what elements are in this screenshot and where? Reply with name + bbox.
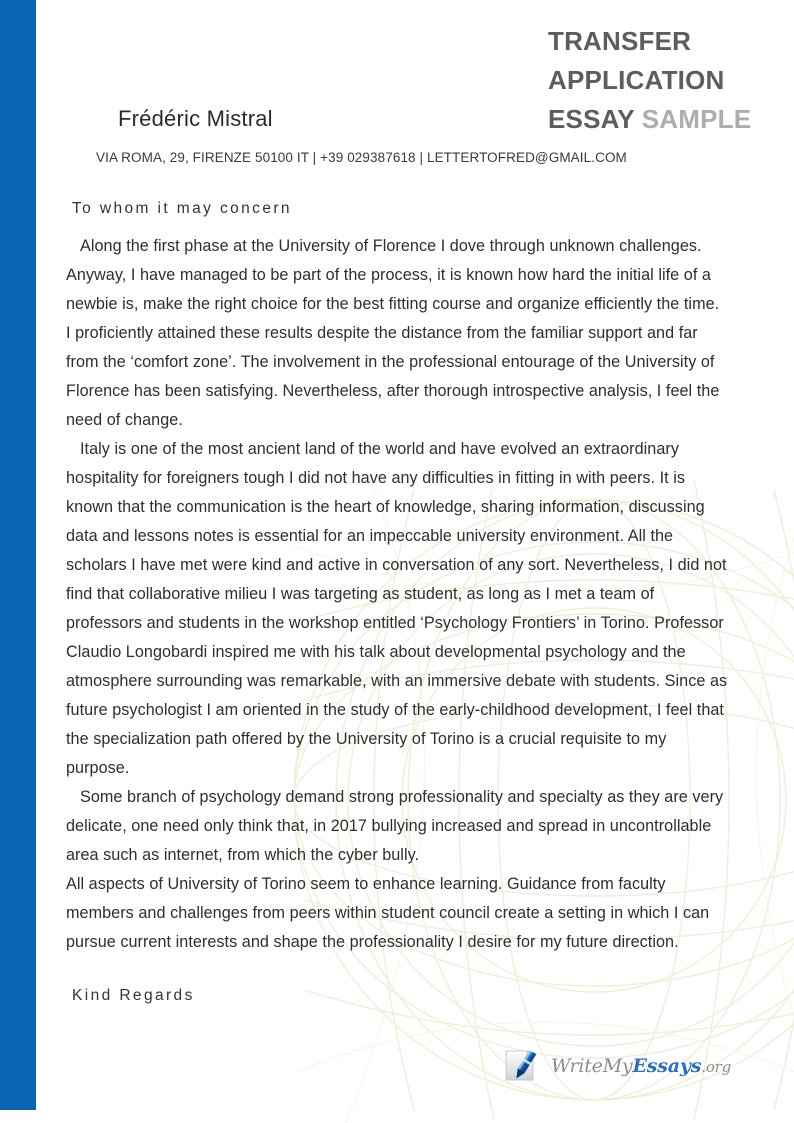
title-line-1: TRANSFER [548,26,692,56]
logo-text-tld: .org [701,1058,732,1076]
body-spacer [66,957,728,987]
logo-text-my: My [602,1055,633,1077]
pen-over-document-icon [497,1047,549,1085]
title-essay-word: ESSAY [548,104,635,134]
title-sample-word: SAMPLE [641,104,752,134]
paragraph-1: Along the first phase at the University of Florence I dove through unknown challenges. Anyway, I have managed to be part of the process, it is known how hard the initial life of a newbie is, make the right choice for the best fitting course and organize efficiently the time. I proficiently attained these results despite the distance from the familiar support and far from the ‘comfort zone’. The involvement in the professional entourage of the University of Florence has been satisfying. Nevertheless, after thorough introspective analysis, I feel the need of change. [66,237,720,429]
document-header [0,0,794,180]
title-line-2: APPLICATION [548,65,725,95]
contact-info-line: VIA ROMA, 29, FIRENZE 50100 IT | +39 029387618 | LETTERTOFRED@GMAIL.COM [96,150,627,165]
paragraph-3: Some branch of psychology demand strong professionality and specialty as they are very delicate, one need only think that, in 2017 bullying increased and spread in uncontrollable area such as internet, from which the cyber bully. [66,788,724,864]
author-name: Frédéric Mistral [118,106,273,131]
letter-body [66,200,728,1005]
brand-logo [497,1046,732,1086]
closing-salutation: Kind Regards [72,987,195,1004]
logo-text-write: Write [551,1055,603,1077]
salutation: To whom it may concern [72,200,292,217]
left-accent-bar [0,0,36,1110]
logo-text-essays: Essays [632,1055,702,1077]
document-title [548,22,784,139]
paragraph-2: Italy is one of the most ancient land of the world and have evolved an extraordinary hospitality for foreigners tough I did not have any difficulties in fitting in with peers. It is known that the communication is the heart of knowledge, sharing information, discussing data and lessons notes is essential for an impeccable university environment. All the scholars I have met were kind and active in conversation of any sort. Nevertheless, I did not find that collaborative milieu I was targeting as student, as long as I met a team of professors and students in the workshop entitled ‘Psychology Frontiers’ in Torino. Professor Claudio Longobardi inspired me with his talk about developmental psychology and the atmosphere surrounding was remarkable, with an immersive debate with students. Since as future psychologist I am oriented in the study of the early-childhood development, I feel that the specialization path offered by the University of Torino is a crucial requisite to my purpose. [66,440,728,777]
paragraph-4: All aspects of University of Torino seem to enhance learning. Guidance from faculty members and challenges from peers within student council create a setting in which I can pursue current interests and shape the professionality I desire for my future direction. [66,875,710,951]
brand-logo-text [551,1055,731,1077]
title-line-3 [548,100,784,139]
